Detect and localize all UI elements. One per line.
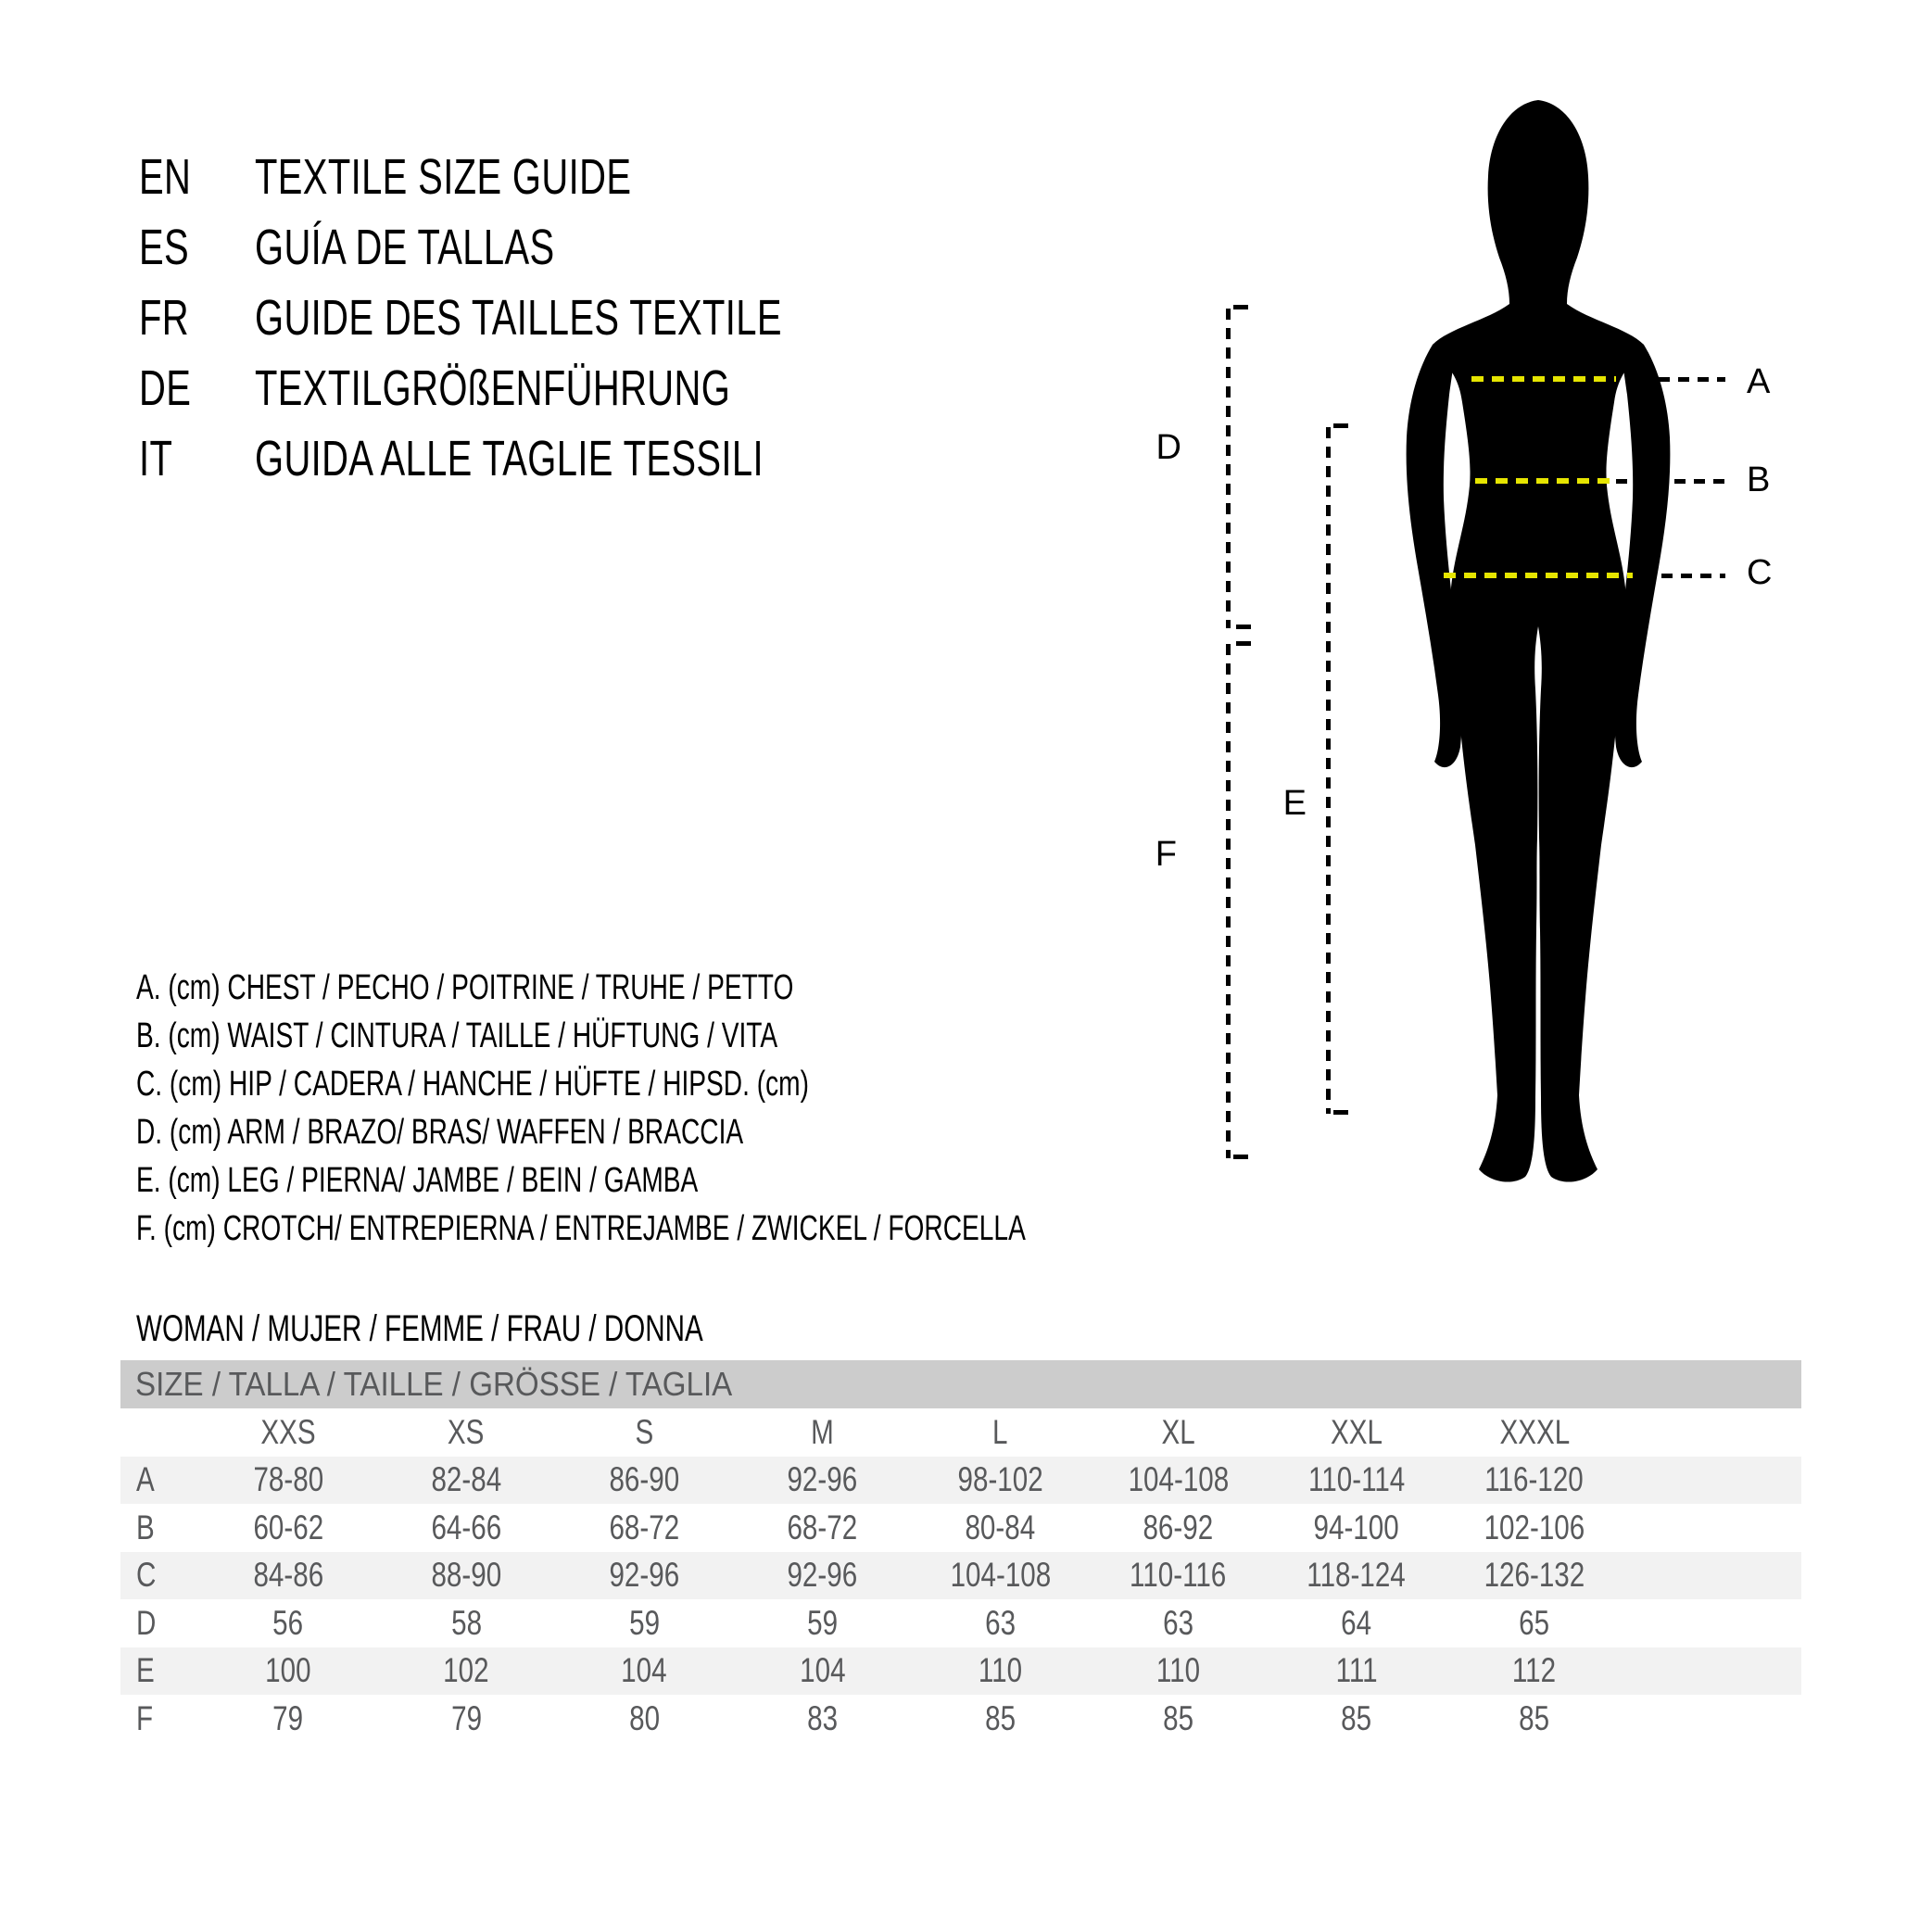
lang-row-es [139,212,967,283]
arm-line-top-tick [1233,305,1248,309]
waist-measure-line [1475,478,1610,484]
table-cell: 104-108 [950,1556,1051,1595]
size-col-header: L [992,1412,1008,1451]
table-cell: 98-102 [957,1460,1043,1499]
waist-leader-line [1616,479,1725,484]
lang-code-en: EN [139,149,192,205]
lang-code-it: IT [139,431,173,486]
chest-measure-line [1471,376,1616,382]
table-cell: 112 [1512,1651,1557,1690]
legend-line-arm: D. (cm) ARM / BRAZO/ BRAS/ WAFFEN / BRACCIA [136,1112,744,1152]
language-title-block [139,142,967,494]
table-cell: 111 [1335,1651,1378,1690]
table-cell: 85 [1341,1698,1372,1737]
table-cell: 80-84 [965,1508,1036,1546]
measure-label-b: B [1747,461,1771,499]
row-label: A [136,1460,155,1499]
lang-row-de [139,353,967,423]
measure-label-a: A [1747,362,1771,401]
lang-title-de: TEXTILGRÖßENFÜHRUNG [255,360,731,416]
table-cell: 118-124 [1307,1556,1406,1595]
arm-measure-line [1226,309,1231,628]
size-col-header: XXS [260,1412,316,1451]
row-label: E [136,1651,155,1690]
table-cell: 110 [978,1651,1023,1690]
table-cell: 104-108 [1128,1460,1229,1499]
legend-line-waist: B. (cm) WAIST / CINTURA / TAILLE / HÜFTUNG / VITA [136,1016,778,1055]
table-cell: 94-100 [1313,1508,1399,1546]
table-cell: 88-90 [431,1556,502,1595]
measure-label-f: F [1155,835,1177,874]
lang-title-it: GUIDA ALLE TAGLIE TESSILI [255,431,764,486]
legend-line-crotch: F. (cm) CROTCH/ ENTREPIERNA / ENTREJAMBE / ZWICKEL / FORCELLA [136,1208,1026,1248]
row-label: F [136,1698,154,1737]
table-cell: 79 [272,1698,304,1737]
table-cell: 102 [443,1651,489,1690]
table-row-d [120,1599,1801,1647]
table-cell: 83 [806,1698,838,1737]
silhouette-body [1433,100,1644,1182]
lang-row-it [139,423,967,494]
hip-measure-line [1444,573,1633,578]
legend-line-leg: E. (cm) LEG / PIERNA/ JAMBE / BEIN / GAMBA [136,1160,699,1200]
size-col-header: XS [448,1412,485,1451]
size-col-header: S [635,1412,654,1451]
size-col-header: XXXL [1498,1412,1570,1451]
table-cell: 92-96 [787,1556,858,1595]
table-cell: 65 [1519,1603,1550,1642]
table-cell: 64-66 [431,1508,502,1546]
table-cell: 82-84 [431,1460,502,1499]
size-table [120,1360,1801,1743]
table-cell: 59 [628,1603,660,1642]
silhouette-right-arm [1614,339,1670,768]
legend-line-hip: C. (cm) HIP / CADERA / HANCHE / HÜFTE / HIPSD. (cm) [136,1064,809,1104]
table-cell: 64 [1341,1603,1372,1642]
size-columns-row [120,1408,1801,1457]
silhouette-left-arm [1407,339,1462,768]
table-cell: 110-116 [1130,1556,1227,1595]
lang-row-en [139,142,967,212]
table-cell: 100 [265,1651,311,1690]
table-cell: 126-132 [1484,1556,1585,1595]
table-cell: 80 [628,1698,660,1737]
size-col-header: XL [1161,1412,1195,1451]
audience-line: WOMAN / MUJER / FEMME / FRAU / DONNA [136,1307,703,1349]
lang-code-es: ES [139,220,190,275]
table-row-f [120,1695,1801,1743]
lang-title-fr: GUIDE DES TAILLES TEXTILE [255,290,782,346]
measure-label-e: E [1282,784,1307,823]
arm-line-bottom-tick [1236,625,1251,629]
table-cell: 110 [1155,1651,1201,1690]
row-label: C [136,1556,157,1595]
table-cell: 58 [450,1603,482,1642]
table-cell: 86-92 [1143,1508,1214,1546]
lang-code-fr: FR [139,290,190,346]
table-cell: 60-62 [253,1508,323,1546]
leg-line-top-tick [1333,423,1348,428]
table-cell: 63 [985,1603,1016,1642]
table-cell: 56 [272,1603,304,1642]
table-cell: 63 [1163,1603,1194,1642]
measure-label-c: C [1747,553,1773,592]
table-cell: 85 [985,1698,1016,1737]
size-table-grid [120,1408,1801,1743]
size-col-header: XXL [1330,1412,1383,1451]
table-cell: 84-86 [253,1556,323,1595]
measure-label-d: D [1155,428,1181,467]
table-row-a [120,1457,1801,1505]
table-cell: 102-106 [1484,1508,1585,1546]
chest-leader-line [1659,377,1725,382]
woman-silhouette [1399,96,1677,1190]
table-cell: 85 [1519,1698,1550,1737]
table-cell: 59 [806,1603,838,1642]
table-cell: 104 [799,1651,846,1690]
table-cell: 92-96 [787,1460,858,1499]
lang-title-en: TEXTILE SIZE GUIDE [255,149,632,205]
crotch-line-top-tick [1236,641,1251,646]
table-cell: 78-80 [253,1460,323,1499]
lang-code-de: DE [139,360,192,416]
size-col-header: M [811,1412,834,1451]
size-table-header-bar [120,1360,1801,1408]
measurement-legend [136,964,1338,1253]
table-cell: 116-120 [1484,1460,1585,1499]
table-cell: 86-90 [609,1460,680,1499]
table-cell: 104 [621,1651,667,1690]
table-row-e [120,1647,1801,1696]
table-cell: 92-96 [609,1556,680,1595]
row-label: B [136,1508,155,1546]
table-cell: 68-72 [609,1508,680,1546]
size-table-title: SIZE / TALLA / TAILLE / GRÖSSE / TAGLIA [135,1365,733,1403]
lang-row-fr [139,283,967,353]
table-cell: 110-114 [1307,1460,1405,1499]
table-cell: 79 [450,1698,482,1737]
hip-leader-line [1642,574,1725,578]
legend-line-chest: A. (cm) CHEST / PECHO / POITRINE / TRUHE / PETTO [136,967,794,1007]
row-label: D [136,1603,157,1642]
table-row-b [120,1504,1801,1552]
table-row-c [120,1552,1801,1600]
table-cell: 68-72 [787,1508,858,1546]
lang-title-es: GUÍA DE TALLAS [255,220,555,275]
table-cell: 85 [1163,1698,1194,1737]
